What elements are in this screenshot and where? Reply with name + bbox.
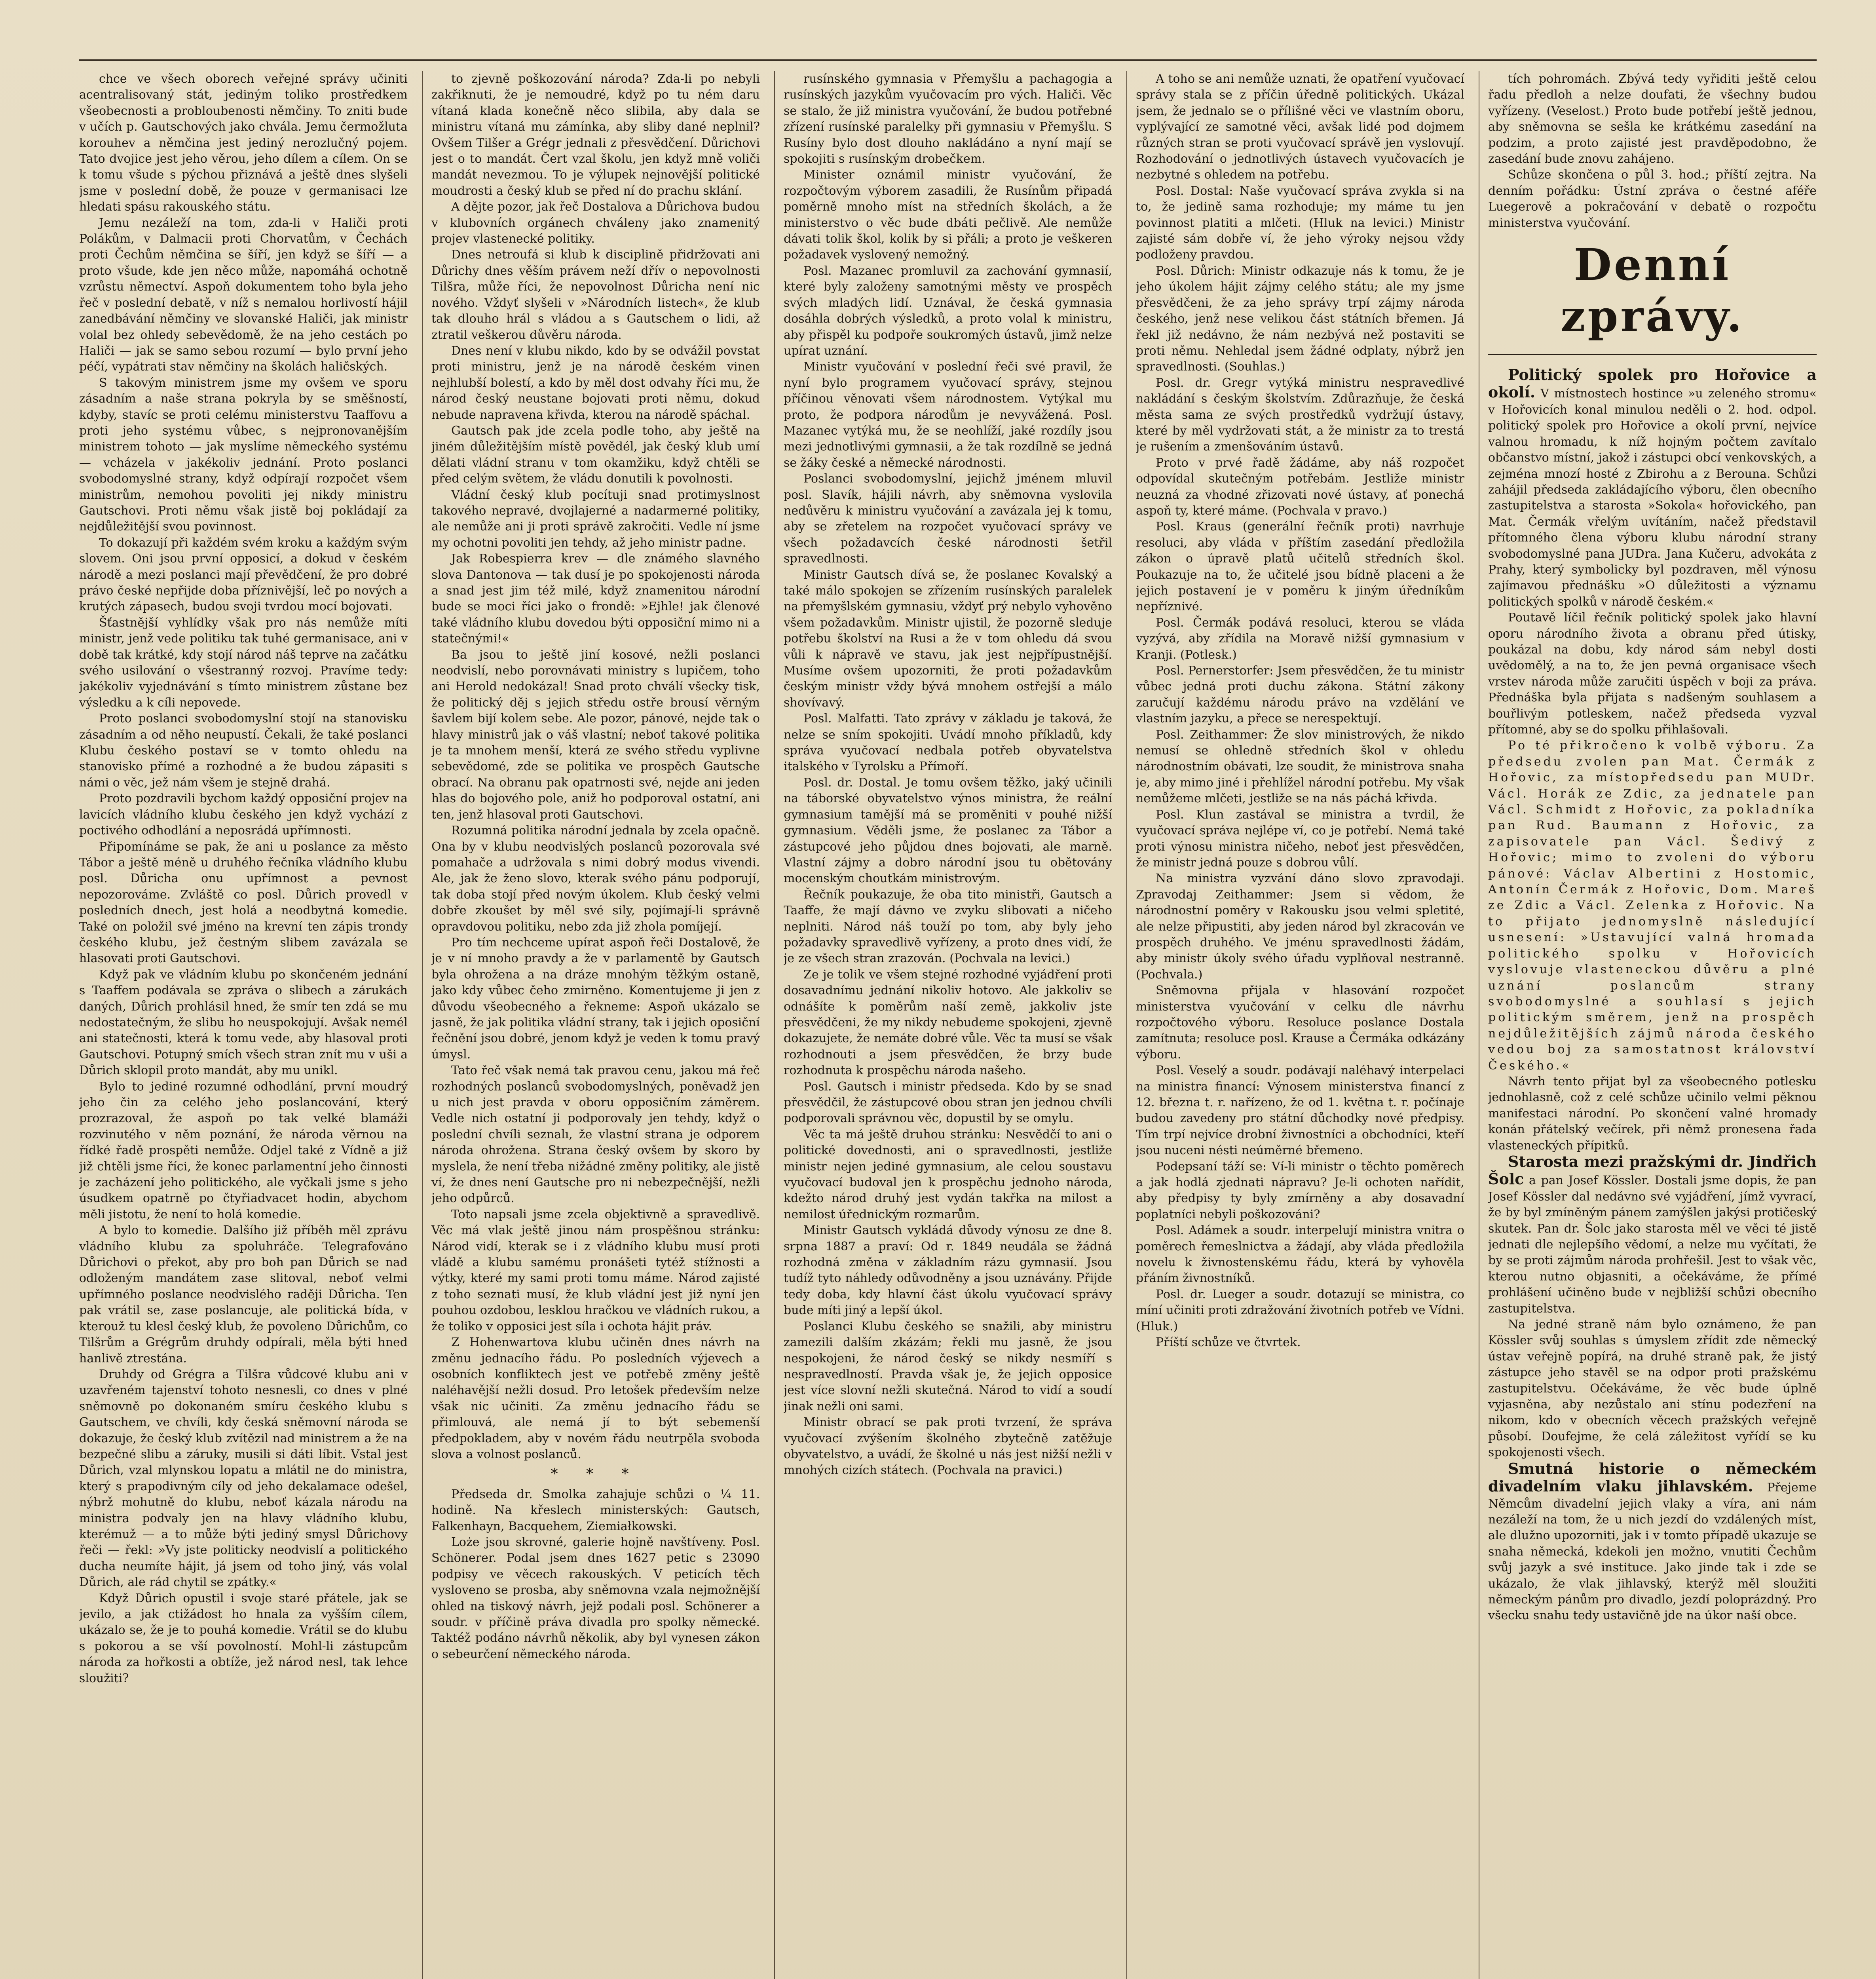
news-text: Přejeme Němcům divadelní jejich vlaky a víra, ani nám nezáleží na tom, že u nich jezdí do vzdálených míst, ale dlužno upozorniti, jak i v tomto případě ukazuje se snaha německá, kdekoli jen možno, vnutiti Čechům svůj jazyk a své instituce. Jako jinde tak i zde se ukázalo, že vlak jihlavský, kterýž měl sloužiti německým pánům pro divadlo, jezdí poloprázdný. Pro všecku snahu tedy ustavičně jde na úkor naší obce. — [1488, 1481, 1817, 1623]
paragraph: Pro tím nechceme upírat aspoň řeči Dostalově, že je v ní mnoho pravdy a že v parlamentě by Gautsch byla ohrožena a na dráze mnohým těžkým ostaně, jako kdy vůbec čeho zmirněno. Komentujeme ji jen z důvodu všeobecného a řekneme: Aspoň ukázalo se jasně, že jak politika vládní strany, tak i jejich oposiční řečnění jsou dobré, jenom když je veden k tomu pravý úmysl. — [431, 935, 760, 1062]
paragraph: tích pohromách. Zbývá tedy vyřiditi ještě celou řadu předloh a nelze doufati, že všechny budou vyřízeny. (Veselost.) Proto bude potřebí ještě jednou, aby sněmovna se sešla ke krátkému zasedání na podzim, a proto zajisté jest pravděpodobno, že zasedání bude znovu zahájeno. — [1488, 72, 1817, 166]
paragraph: Z Hohenwartova klubu učiněn dnes návrh na změnu jednacího řádu. Po posledních výjevech a osobních konfliktech jest ve potřebě změny ještě naléhavější nežli dosud. Pro letošek především nelze však nic učiniti. Za změnu jednacího řádu se přimlouvá, ale nemá jí to být sebemenší předpokladem, aby v novém řádu neutrpěla svoboda slova a volnost poslanců. — [431, 1335, 760, 1461]
news-heading: Smutná historie o německém divadelním vlaku jihlavském. — [1488, 1459, 1817, 1495]
paragraph: Rozumná politika národní jednala by zcela opačně. Ona by v klubu neodvislých poslanců pozorovala své pomahače a udržovala s nimi dobrý modus vivendi. Ale, jak že ženo slovo, kterak svého pánu podporují, tak doba stojí před novým úkolem. Klub český velmi dobře zkoušet by měl své sily, pojímají-li správně opravdovou politiku, nebo zda již zhola pomíjejí. — [431, 824, 760, 934]
column-5 — [1488, 71, 1817, 1979]
column-divider — [774, 71, 775, 1979]
paragraph: A toho se ani nemůže uznati, že opatření vyučovací správy stala se z příčin úředně politických. Ukázal jsem, že jednalo se o přílišné věci ve vlastním oboru, vyplývající ze samotné věci, avšak lidé pod dojmem různých stran se proti vyučovací správě jen vyslovují. Rozhodování o jednotlivých ústavech vyučovacích je nezbytné s ohledem na potřebu. — [1136, 72, 1464, 182]
paragraph: Ministr vyučování v poslední řeči své pravil, že nyní bylo programem vyučovací správy, stejnou příčinou věnovati všem národnostem. Vytýkal mu proto, že podpora národům je nevyvážená. Posl. Mazanec vytýká mu, že se neohlíží, jaké rozdíly jsou mezi jednotlivými gymnasii, a že tak rozdílně se jedná se žáky české a německé národnosti. — [784, 360, 1112, 470]
paragraph: Jak Robespierra krev — dle známého slavného slova Dantonova — tak dusí je po spokojenosti národa a snad jest jim též milé, když znamenitou národní bude se moci říci jako o frondě: »Ejhle! jak členové také vládního klubu dovedou býti opposiční mimo ni a statečnými!« — [431, 552, 760, 646]
paragraph: Jemu nezáleží na tom, zda-li v Haliči proti Polákům, v Dalmacii proti Chorvatům, v Čechách proti Čechům němčina se šíří, jen když se šíří — a proto všude, kde jen něco může, napomáhá ochotně vzrůstu němectví. Aspoň dokumentem toho byla jeho řeč v poslední debatě, v níž s nemalou horlivostí hájil zanedbávání němčiny ve slovanské Haliči, jak ministr volal bez ohledy sebevědomě, že na jeho cestách po Haliči — jak se samo sebou rozumí — bylo první jeho péčí, vypátrati stav němčiny na školách haličských. — [79, 216, 408, 374]
column-1 — [79, 71, 408, 1979]
paragraph: rusínského gymnasia v Přemyšlu a pachagogia a rusínských jazykům vyučovacím pro vých. Haliči. Věc se stalo, že již ministra vyučování, že budou potřebné zřízení rusínské paralelky při gymnasiu v Přemyšlu. S Rusíny bylo dost dlouho nakládáno a nyní mají se spokojiti s rusínským drobečkem. — [784, 72, 1112, 166]
paragraph: Proto poslanci svobodomyslní stojí na stanovisku zásadním a od něho neupustí. Čekali, že také poslanci Klubu českého postaví se v tomto ohledu na stanovisko přímé a rozhodné a že budou zápasiti s námi o věc, jež nám všem je stejně drahá. — [79, 712, 408, 790]
paragraph: Dnes není v klubu nikdo, kdo by se odvážil povstat proti ministru, jenž je na národě českém vinen nejhlubší bolestí, a kdo by měl dost odvahy říci mu, že národ český neustane bojovati proti němu, dokud nebude napravena křivda, kterou na národě spáchal. — [431, 344, 760, 422]
paragraph: Ba jsou to ještě jiní kosové, nežli poslanci neodvislí, nebo porovnávati ministry s lupičem, toho ani Herold nedokázal! Snad proto chválí všecky tisk, že politický děj s jejich středu ostře brousí věrným šavlem bijí kolem sebe. Ale pozor, pánové, nejde tak o hlavy ministrů jak o váš vlastní; neboť takové politika je ta mnohem menší, která ze svého středu vyplivne sebevědomé, zde se politika ve prospěch Gautsche obrací. Na obranu pak opatrnosti své, nejde ani jeden hlas do bojového pole, aniž ho podporoval ostatní, ani ten, jenž hlasoval proti Gautschovi. — [431, 648, 760, 822]
news-item — [1488, 738, 1817, 1074]
paragraph: Druhdy od Grégra a Tilšra vůdcové klubu ani v uzavřeném tajenství tohoto nesnesli, co dnes v plné sněmovně po dokonaném smíru českého klubu s Gautschem, ve chvíli, kdy česká sněmovní národa se dokazuje, že český klub zvítězil nad ministrem a že na bezpečné slibu a záruky, musili si dáti líbit. Vstal jest Důrich, vzal mlynskou lopatu a mlátil ne do ministra, který s prapodivným cíly od jeho dekalamace odešel, nýbrž mohutně do klubu, neboť kázala národu na ministra podvaly jen na hlavy vládního klubu, kterémuž — a to může býti jediný smysl Důrichovy řeči — řekl: »Vy jste politicky neodvislí a politického ducha neumíte hájit, já jsem od toho jiný, vás volal Důrich, ale rád chytil se zpátky.« — [79, 1367, 408, 1590]
section-rule — [1488, 354, 1817, 355]
paragraph: Proto pozdravili bychom každý opposiční projev na lavicích vládního klubu českého jen když vychází z poctivého odhodlání a neposrádá upřímnosti. — [79, 792, 408, 838]
news-item — [1488, 1074, 1817, 1154]
paragraph: Dnes netroufá si klub k disciplině přidržovati ani Důrichy dnes věším právem neží dřív o nepovolnosti Tilšra, může říci, že nepovolnost Důricha není nic nového. Vždyť slyšeli v »Národních listech«, že klub tak dlouho hrál s vládou a s Gautschem o lidi, až ztratil veškerou důvěru národa. — [431, 248, 760, 342]
news-heading: Politický spolek pro Hořovice a okolí. — [1488, 366, 1817, 401]
paragraph: Připomínáme se pak, že ani u poslance za město Tábor a ještě méně u druhého řečníka vládního klubu posl. Důricha onu upřímnost a pevnost nepozorováme. Zvláště co posl. Důrich provedl v posledních dnech, jest holá a neodbytná komedie. Také on položil své jméno na krevní ten zápis trondy českého klubu, jež čestným slibem zavázala se hlasovati proti Gautschovi. — [79, 839, 408, 966]
paragraph: Posl. Mazanec promluvil za zachování gymnasií, které byly založeny samotnými městy ve prospěch svých mladých lidí. Uznával, že česká gymnasia dosáhla dobrých výsledků, a proto volal k ministru, aby přispěl ku podpoře soukromých ústavů, jimž nelze upírat uznání. — [784, 264, 1112, 358]
news-text: Návrh tento přijat byl za všeobecného potlesku jednohlasně, což z celé schůze učinilo velmi pěknou manifestaci národní. Po skončení valné hromady konán přátelský večírek, při němž pronesena řada vlasteneckých přípitků. — [1488, 1074, 1817, 1153]
paragraph: Posl. Malfatti. Tato zprávy v základu je taková, že nelze se sním spokojiti. Uvádí mnoho příkladů, kdy správa vyučovací nedbala potřeb obyvatelstva italského v Tyrolsku a Přímoří. — [784, 712, 1112, 774]
paragraph: Posl. Adámek a soudr. interpelují ministra vnitra o poměrech řemeslnictva a žádají, aby vláda předložila novelu k živnostenskému řádu, která by vyhověla přáním živnostníků. — [1136, 1223, 1464, 1286]
top-rule — [79, 59, 1817, 61]
paragraph: Ministr obrací se pak proti tvrzení, že správa vyučovací zvýšením školného zbytečně zatěžuje obyvatelstvo, a uvádí, že školné u nás jest nižší nežli v mnohých cizích státech. (Pochvala na pravici.) — [784, 1415, 1112, 1478]
news-text: Na jedné straně nám bylo oznámeno, že pan Kössler svůj souhlas s úmyslem zřídit zde německý ústav veřejně popírá, na druhé straně pak, že jistý zástupce jeho stavěl se na odpor proti pražskému zastupitelstvu. Očekáváme, že věc bude úplně vyjasněna, aby nezůstalo ani stínu podezření na nikom, kdo v obecních věcech pražských veřejně působí. Doufejme, že celá záležitost vyřídí se ku spokojenosti všech. — [1488, 1318, 1817, 1460]
paragraph: Bylo to jediné rozumné odhodlání, první moudrý jeho čin za celého jeho poslancování, který prozrazoval, že aspoň po tak velké blamáži rozvinutého v něm poznání, že národa věrnou na řídké řadě prospěti nemůže. Odjel také z Vídně a již již chtěli jsme říci, že konec parlamentní jeho činnosti je zacházení jeho politického, ale vyčkali jsme s jeho úsudkem opatrně po čtyřiadvacet hodin, abychom měli jistotu, že není to holá komedie. — [79, 1079, 408, 1221]
column-4 — [1136, 71, 1464, 1979]
paragraph: A dějte pozor, jak řeč Dostalova a Důrichova budou v klubovních orgánech chváleny jako znamenitý projev vlastenecké politiky. — [431, 200, 760, 246]
paragraph: Šťastnější vyhlídky však pro nás nemůže míti ministr, jenž vede politiku tak tuhé germanisace, ani v době tak krátké, kdy stojí národ náš teprve na začátku svého usilování o všestranný rozvoj. Pravíme tedy: jakékoliv vyjednávání s tímto ministrem zůstane bez výsledku a k cíli nepovede. — [79, 615, 408, 710]
paragraph: Když pak ve vládním klubu po skončeném jednání s Taaffem podávala se zpráva o slibech a zárukách daných, Důrich prohlásil hned, že smír ten zdá se mu nedostatečným, že slibu ho neuspokojují. Avšak nemél ani statečnosti, která k tomu vede, aby hlasoval proti Gautschovi. Potupný smích všech stran znít mu v uši a Důrich sklopil proto mandát, aby mu unikl. — [79, 967, 408, 1078]
paragraph: to zjevně poškozování národa? Zda-li po nebyli zakřiknuti, že je nemoudré, když po tu ném daru vítaná klada konečně něco slibila, aby dala se ministru vítaná mu zámínka, aby sliby dané neplnil? Ovšem Tilšer a Grégr jednali z přesvědčení. Důrichovi jest o to mandát. Čert vzal školu, jen když mně voliči mandát nevezmou. To je výlupek nejnovější politické moudrosti a český klub se před ní do prachu sklání. — [431, 72, 760, 198]
news-text: a pan Josef Kössler. Dostali jsme dopis, že pan Josef Kössler dal nedávno své vyjádření, jímž vyvrací, že by byl zmíněným pánem zamýšlen jakýsi protičeský skutek. Pan dr. Šolc jako starosta měl ve věci té jistě jednati dle nejlepšího vědomí, a nelze mu vyčítati, že by se proti zájmům národa prohřešil. Jest to však věc, kterou nutno objasniti, a očekáváme, že přímé prohlášení učiněno bude v nejbližší schůzi obecního zastupitelstva. — [1488, 1174, 1817, 1316]
columns-container — [79, 71, 1817, 1979]
paragraph: Schůze skončena o půl 3. hod.; příští zejtra. Na denním pořádku: Ústní zpráva o čestné aféře Luegerově a pokračování v debatě o rozpočtu ministerstva vyučování. — [1488, 168, 1817, 230]
paragraph: Gautsch pak jde zcela podle toho, aby ještě na jiném důležitějším místě povědél, jak český klub umí dělati vládní stranu v tom okamžiku, když chtěli se před celým světem, že vládu donutili k povolnosti. — [431, 424, 760, 486]
paragraph: S takovým ministrem jsme my ovšem ve sporu zásadním a naše strana pokryla by se směšností, kdyby, stavíc se proti celému ministerstvu Taaffovu a proti jeho systému vůbec, s nejpronovanějším ministrem tohoto — jak myslíme německého systému — vcházela v jakékoliv jednání. Proto poslanci svobodomyslné strany, když odpírají rozpočet všem ministrům, nemohou povoliti jej nikdy ministru Gautschovi. Proti němu však jistě boj pokládají za nejdůležitější svou povinnost. — [79, 376, 408, 534]
paragraph: Ministr Gautsch dívá se, že poslanec Kovalský a také málo spokojen se zřízením rusínských paralelek na přemyšlském gymnasiu, vždyť prý nebylo vyhověno všem požadavkům. Ministr ujistil, že pozorně sleduje potřebu školství na Rusi a že v tom ohledu dá svou vůli k nápravě ve stavu, jak jest nejpřípustnější. Musíme ovšem upozorniti, že proti požadavkům českým ministr vždy bývá mnohem ostřejší a málo shovívavý. — [784, 568, 1112, 710]
paragraph: Posl. Klun zastával se ministra a tvrdil, že vyučovací správa nejlépe ví, co je potřebí. Nemá také proti výnosu ministra ničeho, neboť jest přesvědčen, že ministr jedná pouze s dobrou vůlí. — [1136, 807, 1464, 870]
paragraph: Ministr Gautsch vykládá důvody výnosu ze dne 8. srpna 1887 a praví: Od r. 1849 neudála se žádná rozhodná změna v základním rázu gymnasií. Jsou tudíž tyto náhledy odůvodněny a jsou uznávány. Přijde tedy doba, kdy hlavní část úkolu vyučovací správy bude míti jiný a lepší úkol. — [784, 1223, 1112, 1318]
paragraph: chce ve všech oborech veřejné správy učiniti acentralisovaný stát, jediným tolikо prostředkem všeobecnosti a probloubenosti němčiny. To zniti bude v učích p. Gautschových jako chvála. Jemu čermožluta korouhev a němčina jest jediný nerozlučný pojem. Tato dvojice jest jeho věrou, jeho dílem a cílem. On se k tomu všude s pýchou přiznává a ještě dnes slyšeli jsme v poslední době, že pouze v germanisaci lze hledati spásu rakouského státu. — [79, 72, 408, 214]
paragraph: To dokazují při každém svém kroku a každým svým slovem. Oni jsou první opposicí, a dokud v českém národě a mezi poslanci mají převědčení, že pro dobré právo české nepřijde doba příznivější, leč po nových a krutých zápasech, budou svoji tvrdou mocí bojovati. — [79, 536, 408, 614]
column-3 — [784, 71, 1112, 1979]
news-text: V místnostech hostince »u zeleného stromu« v Hořovicích konal minulou neděli o 2. hod. odpol. politický spolek pro Hořovice a okolí první, nejvíce valnou hromadu, k níž hojným počtem zavítalo občanstvo místní, jakož i zástupci obcí venkovských, a zejména mnozí hosté z Zbirohu a z Berouna. Schůzi zahájil předseda zakládajícího výboru, člen obecního zastupitelstva a starosta »Sokola« hořovického, pan Mat. Čermák vřelým uvítáním, načež představil přítomného člena výboru klubu národní strany svobodomyslné pana JUDra. Jana Kučeru, advokáta z Prahy, který symbolicky byl pozdraven, měl výnosu zajímavou přednášku »O důležitosti a významu politických spolků v národě českém.« — [1488, 387, 1817, 609]
news-item — [1488, 1461, 1817, 1624]
news-heading: Starosta mezi pražskými dr. Jindřich Šolc — [1488, 1152, 1817, 1188]
paragraph: Posl. Kraus (generální řečník proti) navrhuje resoluci, aby vláda v příštím zasedání předložila zákon o úpravě platů učitelů středních škol. Poukazuje na to, že učitelé jsou bídně placeni a že jejich postavení je v poměru k jiným úředníkům nepříznivé. — [1136, 520, 1464, 614]
column-2 — [431, 71, 760, 1979]
paragraph: Vládní český klub pocítuji snad protimyslnost takového nepravé, dvojlajerné a nadarmerné politiky, ale nemůže ani ji proti správě zakročiti. Vedle ní jsme my ochotni povoliti jen tehdy, až jeho ministr padne. — [431, 488, 760, 550]
paragraph: Předseda dr. Smolka zahajuje schůzi o ¼ 11. hodině. Na křeslech ministerských: Gautsch, Falkenhayn, Bacquehem, Ziemiałkowski. — [431, 1487, 760, 1533]
column-divider — [1126, 71, 1127, 1979]
paragraph: Posl. Gautsch i ministr předseda. Kdo by se snad přesvědčil, že zástupcové obou stran jen jednou chvíli podporovali správnou věc, dopustil by se omylu. — [784, 1079, 1112, 1126]
paragraph: Toto napsali jsme zcela objektivně a spravedlivě. Věc má vlak ještě jinou nám prospěšnou stránku: Národ vidí, kterak se i z vládního klubu musí proti vládě a klubu samému pronášeti tytéž stížnosti a výtky, které my sami proti tomu máme. Národ zajisté z toho seznati musí, že klub vládní jest již nyní jen pouhou ozdobou, lesklou hračkou ve vládních rukou, a že toliko v opposici jest síla i ochota hájit práv. — [431, 1207, 760, 1333]
news-item — [1488, 1154, 1817, 1317]
paragraph: Ze je tolik ve všem stejné rozhodné vyjádření proti dosavadnímu jednání nikoliv hotovo. Ale jakkoliv se odnášíte k poměrům naší země, jakkoliv jste přesvědčeni, že my nikdy nebudeme spokojeni, zjevně dokazujete, že nemáte dobré vůle. Věc ta musí se však rozhodnouti a jsem přesvědčen, že brzy bude rozhodnuta k prospěchu národa našeho. — [784, 967, 1112, 1078]
paragraph: Posl. Dostal: Naše vyučovací správa zvykla si na to, že jedině sama rozhoduje; my máme tu jen povinnost platiti a mlčeti. (Hluk na levici.) Ministr zajisté sám dobře ví, že jeho výroky nejsou vždy podloženy pravdou. — [1136, 184, 1464, 262]
paragraph: Věc ta má ještě druhou stránku: Nesvědčí to ani o politické dovednosti, ani o spravedlnosti, jestliže ministr nejen jediné gymnasium, ale celou soustavu vyučovací budoval jen k prospěchu jednoho národa, kdežto národ druhý jest vydán takřka na milost a nemilost úřednickým rozmarům. — [784, 1127, 1112, 1221]
paragraph: Posl. dr. Dostal. Je tomu ovšem těžko, jaký učinili na táborské obyvatelstvo výnos ministra, že reální gymnasium tamější má se proměniti v pouhé nižší gymnasium. Věděli jsme, že poslanec za Tábor a zástupcové jeho půjdou dnes bojovati, ale marně. Vlastní zájmy a dobro národní jsou tu obětovány mocenským choutkám ministrovým. — [784, 775, 1112, 886]
paragraph: Posl. Pernerstorfer: Jsem přesvědčen, že tu ministr vůbec jedná proti duchu zákona. Státní zákony zaručují každému národu právo na vzdělání ve vlastním jazyku, a přece se nerespektují. — [1136, 664, 1464, 726]
news-item — [1488, 610, 1817, 738]
paragraph: Minister oznámil ministr vyučování, že rozpočtovým výborem zasadili, že Rusínům připadá poměrně mnoho míst na středních školách, a že ministerstvo o věc bude dbáti pečlivě. Ale nemůže dávati tolik škol, kolik by si přáli; a proto je veškeren požadavek vyslovený nemožný. — [784, 168, 1112, 262]
paragraph: Tato řeč však nemá tak pravou cenu, jakou má řeč rozhodných poslanců svobodomyslných, poněvadž jen u nich jest pravda v oboru opposičním záměrem. Vedle nich ostatní ji podporovaly jen tehdy, když o poslední chvíli seznalı, že vlastní strana je odporem národa ohrožena. Strana český ovšem by skoro by myslela, že není třeba nižádné změny politiky, ale jistě ví, že dnes není Gautsche pro ni nebezpečnější, nežli jeho odpůrců. — [431, 1064, 760, 1206]
paragraph: Na ministra vyzvání dáno slovo zpravodaji. Zpravodaj Zeithammer: Jsem si vědom, že národnostní poměry v Rakousku jsou velmi spletité, ale nelze připustiti, aby jeden národ byl zkracován ve prospěch druhého. Ve jménu spravedlnosti žádám, aby ministr úkoly svého úřadu vyplňoval nestranně. (Pochvala.) — [1136, 872, 1464, 982]
news-item — [1488, 1317, 1817, 1461]
paragraph: Posl. Čermák podává resoluci, kterou se vláda vyzývá, aby zřídila na Moravě nižší gymnasium v Kranji. (Potlesk.) — [1136, 615, 1464, 662]
paragraph: Posl. Veselý a soudr. podávají naléhavý interpelaci na ministra financí: Výnosem ministerstva financí z 12. března t. r. nařízeno, že od 1. května t. r. počínaje budou zavedeny pro státní důchodky nové předpisy. Tím trpí nejvíce drobní živnostníci a obchodníci, kteří jsou nuceni nésti neúměrné břemeno. — [1136, 1064, 1464, 1158]
paragraph: Proto v prvé řadě žádáme, aby náš rozpočet odpovídal skutečným potřebám. Jestliže ministr neuzná za vhodné zřizovati nové ústavy, ať ponechá aspoň ty, které máme. (Pochvala v pravo.) — [1136, 456, 1464, 518]
paragraph: Příští schůze ve čtvrtek. — [1156, 1335, 1301, 1350]
news-text: Po té přikročeno k volbě výboru. Za předsedu zvolen pan Mat. Čermák z Hořovic, za místopředsedu pan MUDr. Václ. Horák ze Zdic, za jednatele pan Václ. Schmidt z Hořovic, za pokladníka pan Rud. Baumann z Hořovic, za zapisovatele pan Václ. Šedivý z Hořovic; mimo to zvoleni do výboru pánové: Václav Albertini z Hostomic, Antonín Čermák z Hořovic, Dom. Mareš ze Zdic a Václ. Zelenka z Hořovic. Na to přijato jednomyslně následující usnesení: »Ustavující valná hromada politického spolku v Hořovicích vyslovuje vlasteneckou důvěru a plné uznání poslancům strany svobodomyslné a souhlasí s jejich politickým směrem, jenž na prospěch nejdůležitějších zájmů národa českého vedou boj za samostatnost království Českého.« — [1488, 739, 1817, 1073]
paragraph: Posl. Důrich: Ministr odkazuje nás k tomu, že je jeho úkolem hájit zájmy celého státu; ale my jsme přesvědčeni, že za jeho správy trpí zájmy národa českého, jenž nese velikou část státních břemen. Já řekl již nedávno, že nám nezbývá než postaviti se proti němu. Nehledal jsem žádné odplaty, nýbrž jen spravedlnosti. (Souhlas.) — [1136, 264, 1464, 374]
news-item — [1488, 367, 1817, 610]
paragraph: Poslanci svobodomyslní, jejichž jménem mluvil posl. Slavík, hájili návrh, aby sněmovna vyslovila nedůvěru k ministru vyučování a zavázala jej k tomu, aby se zřetelem na rozpočet vyučovací správy ve všech požadavcích české národnosti šetřil spravedlnosti. — [784, 472, 1112, 566]
paragraph: Řečník poukazuje, že oba tito ministři, Gautsch a Taaffe, že mají dávno ve zvyku slibovati a ničeho neplniti. Národ náš touží po tom, aby byly jeho požadavky spravedlivě vyřízeny, a proto dnes vidí, že je ze všech stran zrazován. (Pochvala na levici.) — [784, 887, 1112, 966]
paragraph: Loże jsou skrovné, galerie hojně navštíveny. Posl. Schönerer. Podal jsem dnes 1627 petic s 23090 podpisy ve věcech rakouských. V peticích těch vysloveno se prosba, aby sněmovna vzala nejmožnější ohled na tiskový návrh, jejž podali posl. Schönerer a soudr. v příčině práva divadla pro spolky německé. Taktéž podáno návrhů několik, aby byl vynesen zákon o sebeurčení německého národa. — [431, 1535, 760, 1661]
paragraph: Sněmovna přijala v hlasování rozpočet ministerstva vyučování v celku dle návrhu rozpočtového výboru. Resoluce poslance Dostala zamítnuta; resoluce posl. Krause a Čermáka odkázány výboru. — [1136, 984, 1464, 1062]
section-separator: * * * — [551, 1466, 641, 1483]
paragraph: Poslanci Klubu českého se snažili, aby ministru zamezili dalším zkázám; řekli mu jasně, že jsou nespokojeni, že národ český se nikdy nesmíří s nespravedlností. Pravda však je, že jejich opposice jest více slovní nežli skutečná. Národ to vidí a soudí jinak nežli oni sami. — [784, 1319, 1112, 1413]
paragraph: Posl. dr. Gregr vytýká ministru nespravedlivé nakládání s českým školstvím. Zdůrazňuje, že česká města sama ze svých prostředků vydržují ústavy, které by měl vydržovati stát, a že ministr za to trestá je rušením a zmenšováním ústavů. — [1136, 376, 1464, 454]
paragraph: Posl. Zeithammer: Že slov ministrových, že nikdo nemusí se ohledně středních škol v ohledu národnostním obávati, lze soudit, že ministrova snaha je, aby mimo jiné i přehlížel národní potřebu. My však nemůžeme mlčeti, jestliže se na nás páchá křivda. — [1136, 727, 1464, 806]
section-title: Denní zprávy. — [1560, 239, 1745, 342]
paragraph: Podepsaní táží se: Ví-li ministr o těchto poměrech a jak hodlá zjednati nápravu? Je-li ochoten nařídit, aby předpisy ty byly zmírněny a aby dosavadní poplatníci nebyli poškozováni? — [1136, 1159, 1464, 1221]
column-divider — [422, 71, 423, 1979]
paragraph: Posl. dr. Lueger a soudr. dotazují se ministra, co míní učiniti proti zdražování životních potřeb ve Vídni. (Hluk.) — [1136, 1287, 1464, 1333]
paragraph: A bylo to komedie. Dalšího již příběh měl zprávu vládního klubu za spoluhráče. Telegrafováno Důrichovi o překot, aby pro boh pan Důrich se nad odloženým mandátem zase slitoval, neboť velmi upřímného poslance neodvisléhо raději Důrichа. Ten pak vrátil se, zase poslancuje, ale politická bída, v kterouž tu klesl český klub, že povoleno Důrichům, co Tilšrům a Grégrům druhdy odpírali, měla býti hned hanlivě ztrestána. — [79, 1223, 408, 1366]
news-text: Poutavě líčil řečník politický spolek jako hlavní oporu národního života a obranu před útisky, poukázal na dobu, kdy národ sám nebyl dosti uvědomělý, a na to, že jen pevná organisace všech vrstev národa může zaručiti úspěch v boji za práva. Přednáška byla přijata s nadšeným souhlasem a bouřlivým potleskem, načež předseda vyzval přítomné, aby se do spolku přihlašovali. — [1488, 611, 1817, 737]
paragraph: Když Důrich opustil i svoje staré přátele, jak se jevilo, a jak ctižádost ho hnala za vyšším cílem, ukázalo se, že je to pouhá komedie. Vrátil se do klubu s pokorou a se vší povolností. Mohl-li zástupcům národa za hořkosti a obtíže, jež národ nesl, tak lehce sloužiti? — [79, 1591, 408, 1685]
